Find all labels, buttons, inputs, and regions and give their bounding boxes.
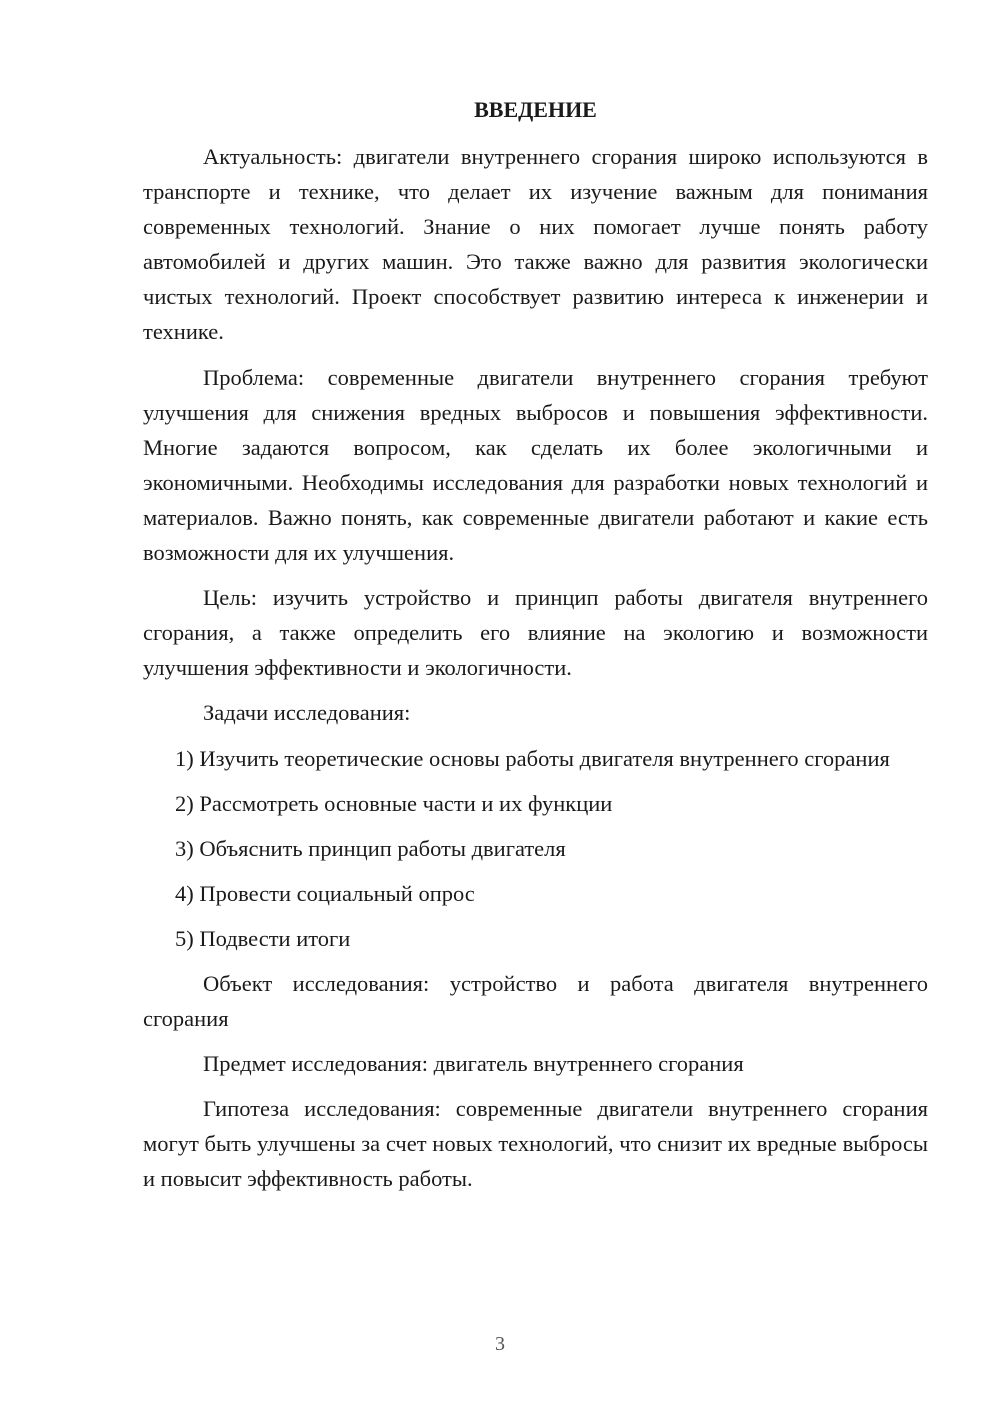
relevance-paragraph: Актуальность: двигатели внутреннего сгорания широко используются в транспорте и технике, что делает их изучение важным для понимания современных технологий. Знание о них помогает лучше понять работу автомобилей и других машин. Это также важно для развития экологически чистых технологий. Проект способствует развитию интереса к инженерии и технике.	[143, 144, 928, 345]
page-number: 3	[495, 1333, 505, 1355]
hypothesis-paragraph: Гипотеза исследования: современные двигатели внутреннего сгорания могут быть улучшены за счет новых технологий, что снизит их вредные выбросы и повысит эффективность работы.	[143, 1096, 928, 1192]
object-paragraph: Объект исследования: устройство и работа двигателя внутреннего сгорания	[143, 970, 928, 1032]
problem-paragraph: Проблема: современные двигатели внутреннего сгорания требуют улучшения для снижения вредных выбросов и повышения эффективности. Многие задаются вопросом, как сделать их более экологичными и экономичными. Необходимы исследования для разработки новых технологий и материалов. Важно понять, как современные двигатели работают и какие есть возможности для их улучшения.	[143, 364, 928, 566]
goal-paragraph: Цель: изучить устройство и принцип работы двигателя внутреннего сгорания, а также определить его влияние на экологию и возможности улучшения эффективности и экологичности.	[143, 585, 928, 681]
subject-paragraph: Предмет исследования: двигатель внутреннего сгорания	[203, 1051, 744, 1077]
task-item: 4) Провести социальный опрос	[175, 880, 475, 906]
task-item: 2) Рассмотреть основные части и их функции	[175, 790, 613, 816]
task-item: 1) Изучить теоретические основы работы двигателя внутреннего сгорания	[175, 745, 890, 771]
tasks-list	[143, 741, 928, 956]
page-content	[143, 92, 928, 1207]
task-item: 3) Объяснить принцип работы двигателя	[175, 835, 566, 861]
tasks-heading: Задачи исследования:	[203, 700, 411, 726]
page-title: ВВЕДЕНИЕ	[474, 97, 597, 122]
task-item: 5) Подвести итоги	[175, 925, 351, 951]
